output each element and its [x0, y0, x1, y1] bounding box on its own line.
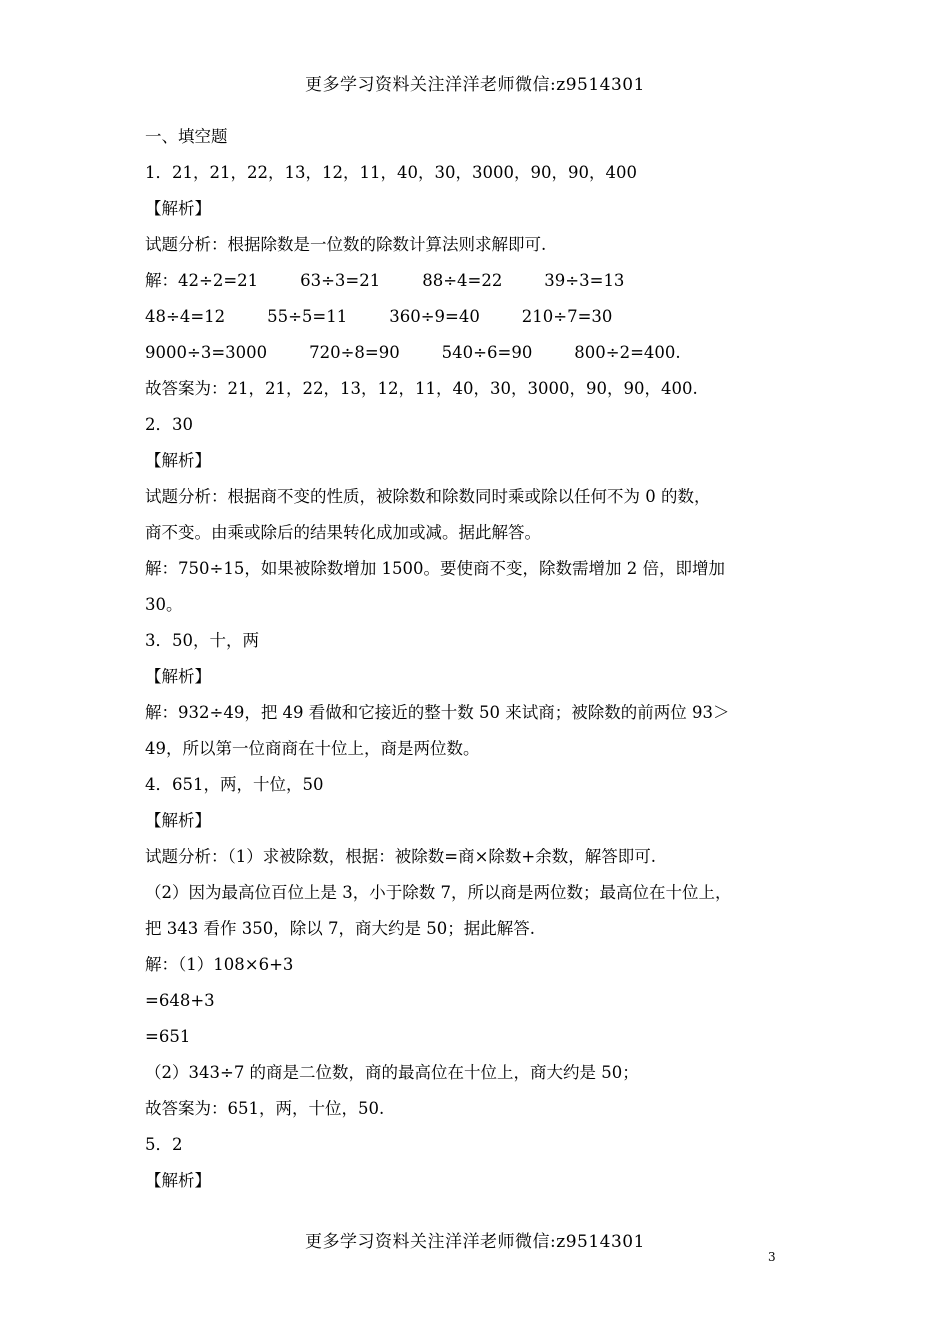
q2-analysis-line-2: 商不变。由乘或除后的结果转化成加或减。据此解答。 [145, 523, 541, 542]
q4-conclusion: 故答案为：651，两，十位，50. [145, 1099, 385, 1118]
q4-analysis-line-3: 把 343 看作 350，除以 7，商大约是 50；据此解答. [145, 919, 535, 938]
q4-analysis-line-1: 试题分析：（1）求被除数，根据：被除数=商×除数+余数，解答即可. [145, 847, 656, 866]
q2-solution-line-2: 30。 [145, 595, 183, 614]
q4-answer: 4．651，两，十位，50 [145, 775, 324, 794]
q1-solution-line-3: 9000÷3=3000 720÷8=90 540÷6=90 800÷2=400. [145, 343, 681, 362]
q3-answer: 3．50，十，两 [145, 631, 259, 650]
q1-answer: 1．21，21，22，13，12，11，40，30，3000，90，90，400 [145, 163, 637, 182]
q5-answer: 5．2 [145, 1135, 183, 1154]
q1-analysis: 试题分析：根据除数是一位数的除数计算法则求解即可. [145, 235, 547, 254]
q4-analysis-tag: 【解析】 [145, 811, 211, 830]
q4-solution-line-1: 解：（1）108×6+3 [145, 955, 294, 974]
q1-solution-line-1: 解：42÷2=21 63÷3=21 88÷4=22 39÷3=13 [145, 271, 625, 290]
q5-analysis-tag: 【解析】 [145, 1171, 211, 1190]
q4-solution-line-4: （2）343÷7 的商是二位数，商的最高位在十位上，商大约是 50； [145, 1063, 639, 1082]
q2-solution-line-1: 解：750÷15，如果被除数增加 1500。要使商不变，除数需增加 2 倍，即增加 [145, 559, 726, 578]
q4-solution-line-2: =648+3 [145, 991, 215, 1010]
document-body [145, 126, 825, 1206]
q1-solution-line-2: 48÷4=12 55÷5=11 360÷9=40 210÷7=30 [145, 307, 613, 326]
q2-answer: 2．30 [145, 415, 193, 434]
q2-analysis-tag: 【解析】 [145, 451, 211, 470]
section-title: 一、填空题 [145, 127, 228, 146]
q4-analysis-line-2: （2）因为最高位百位上是 3，小于除数 7，所以商是两位数；最高位在十位上， [145, 883, 732, 902]
q3-analysis-tag: 【解析】 [145, 667, 211, 686]
page-number: 3 [768, 1250, 776, 1264]
page-footer: 更多学习资料关注洋洋老师微信:z9514301 [305, 1232, 645, 1252]
q2-analysis-line-1: 试题分析：根据商不变的性质，被除数和除数同时乘或除以任何不为 0 的数， [145, 487, 711, 506]
q3-solution-line-2: 49，所以第一位商商在十位上，商是两位数。 [145, 739, 480, 758]
q1-conclusion: 故答案为：21，21，22，13，12，11，40，30，3000，90，90，400. [145, 379, 698, 398]
q1-analysis-tag: 【解析】 [145, 199, 211, 218]
q3-solution-line-1: 解：932÷49，把 49 看做和它接近的整十数 50 来试商；被除数的前两位 93＞ [145, 703, 730, 722]
q4-solution-line-3: =651 [145, 1027, 191, 1046]
page-header: 更多学习资料关注洋洋老师微信:z9514301 [305, 75, 645, 95]
